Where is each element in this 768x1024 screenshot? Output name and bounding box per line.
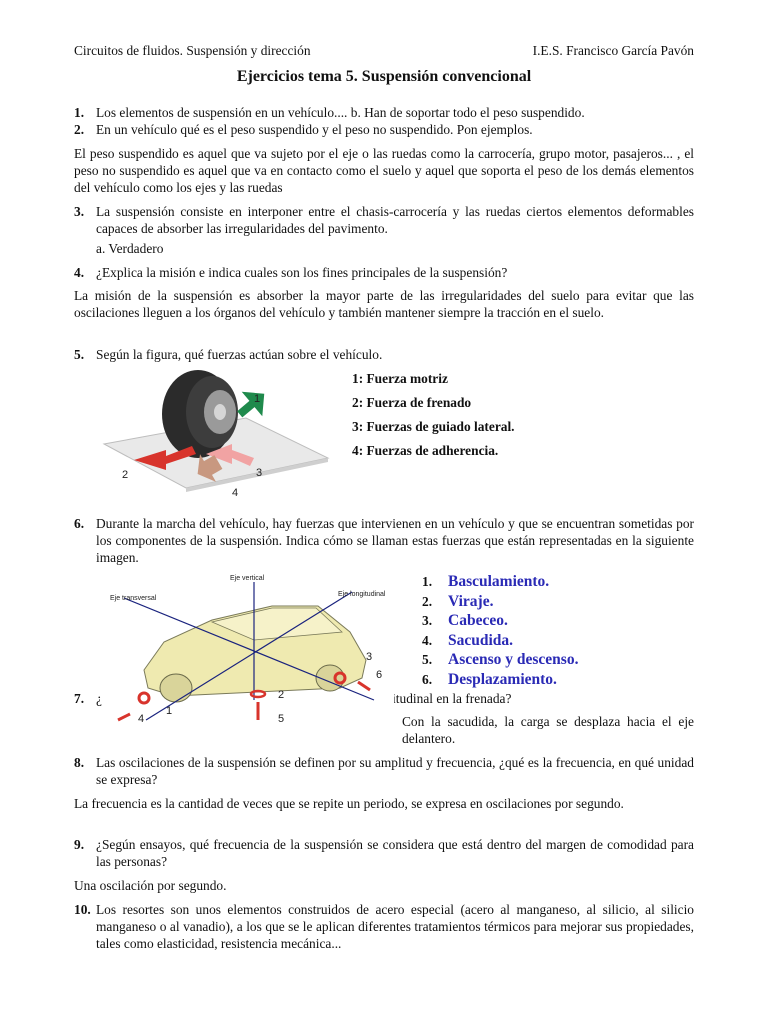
motion-item [422,650,578,670]
motion-item-number: 2. [422,593,433,609]
motion-marker-1 [139,693,149,703]
question-3 [74,203,694,237]
motion-number-2: 2 [278,689,285,701]
figure-label-2: 2 [122,469,129,481]
force-item: 2: Fuerza de frenado [352,395,472,410]
answer-9: Una oscilación por segundo. [74,878,227,893]
question-number: 6. [74,516,85,531]
figure-label-1: 1 [254,393,261,405]
motion-item-label: Sacudida. [448,631,514,649]
question-text: La suspensión consiste en interponer entre el chasis-carrocería y las ruedas ciertos elementos deformables capaces de absorber las irregularidades del pavimento. [96,204,694,236]
motion-number-1: 1 [166,705,173,717]
question-5 [74,346,694,363]
motion-item-number: 1. [422,574,433,589]
figure-label-4: 4 [232,487,239,499]
motion-item-label: Viraje. [448,592,494,610]
question-1 [74,104,694,121]
answer-8: La frecuencia es la cantidad de veces que se repite un periodo, se expresa en oscilaciones por segundo. [74,796,624,811]
motion-item [422,592,578,612]
question-text: ¿Explica la misión e indica cuales son los fines principales de la suspensión? [96,265,508,280]
motion-item [422,572,578,592]
motion-item-number: 5. [422,652,433,667]
question-number: 9. [74,837,85,852]
question-text: Durante la marcha del vehículo, hay fuerzas que intervienen en un vehículo y que se encuentran sometidas por los componentes de la suspensión. Indica cómo se llaman estas fuerzas que están representadas en la siguiente imagen. [96,516,694,565]
force-item: 4: Fuerzas de adherencia. [352,443,499,458]
question-8 [74,754,694,788]
question-7-number: 7. [74,691,85,706]
question-number: 1. [74,105,85,120]
question-7-end: ongitudinal en la frenada? [372,691,512,706]
answer-3: a. Verdadero [96,241,164,256]
header-left: Circuitos de fluidos. Suspensión y dirección [74,43,311,58]
motion-item-label: Cabeceo. [448,612,508,629]
axis-label-longitudinal: Eje longitudinal [338,591,386,598]
motion-number-6: 6 [376,669,383,681]
question-10 [74,901,694,952]
motion-item-label: Desplazamiento. [448,670,557,688]
question-number: 10. [74,902,91,917]
motion-marker-2 [251,691,265,697]
header-right: I.E.S. Francisco García Pavón [532,43,694,58]
question-number: 2. [74,122,85,137]
axis-label-transversal: Eje transversal [110,595,157,602]
front-wheel [160,674,192,702]
axis-label-vertical: Eje vertical [230,575,265,582]
motion-marker-6 [358,682,370,690]
wheel-hub [214,404,226,420]
figure-label-3: 3 [256,467,263,479]
question-4 [74,264,694,281]
motion-item [422,670,578,690]
motion-number-5: 5 [278,713,285,725]
motion-item-number: 4. [422,632,433,648]
motion-number-3: 3 [366,651,373,663]
motions-list [422,572,578,689]
forces-list [352,370,515,466]
motion-item-label: Ascenso y descenso. [448,651,579,668]
answer-2: El peso suspendido es aquel que va sujeto por el eje o las ruedas como la carrocería, grupo motor, pasajeros... , el peso no suspendido es aquel que va en contacto como el suelo y aquel que soporta el peso de los demás elementos del vehículo como los ejes y las ruedas [74,146,694,195]
question-number: 5. [74,347,85,362]
motion-item [422,611,578,631]
tyre-forces-figure [96,366,336,506]
question-text: Los elementos de suspensión en un vehículo.... b. Han de soportar todo el peso suspendido. [96,105,585,120]
force-item: 3: Fuerzas de guiado lateral. [352,419,515,434]
motion-item-number: 6. [422,671,433,687]
question-text: En un vehículo qué es el peso suspendido y el peso no suspendido. Pon ejemplos. [96,122,533,137]
question-number: 4. [74,265,85,280]
motion-marker-4 [118,714,130,720]
question-number: 8. [74,755,85,770]
question-text: ¿Según ensayos, qué frecuencia de la suspensión se considera que está dentro del margen de comodidad para las personas? [96,837,694,869]
motion-item [422,631,578,651]
motion-number-4: 4 [138,713,145,725]
motion-item-label: Basculamiento. [448,573,550,590]
question-9 [74,836,694,870]
question-text: Según la figura, qué fuerzas actúan sobre el vehículo. [96,347,383,362]
question-text: Las oscilaciones de la suspensión se definen por su amplitud y frecuencia, ¿qué es la frecuencia, en qué unidad se expresa? [96,755,694,787]
page-title: Ejercicios tema 5. Suspensión convencional [236,68,532,85]
answer-7: Con la sacudida, la carga se desplaza hacia el eje delantero. [402,714,694,746]
question-text: Los resortes son unos elementos construidos de acero especial (acero al manganeso, al silicio, al silicio manganeso o al vanadio), a los que se le aplican diferentes tratamientos térmicos para mejorar sus propiedades, tales como elasticidad, resistencia mecánica... [96,902,694,951]
question-2 [74,121,694,138]
answer-4: La misión de la suspensión es absorber la mayor parte de las irregularidades del suelo para evitar que las oscilaciones lleguen a los órganos del vehículo y también mantener siempre la tracción en el suelo. [74,288,694,320]
question-6 [74,515,694,566]
car-axes-figure [104,570,394,728]
question-7-start: ¿ [96,691,102,706]
force-item: 1: Fuerza motriz [352,371,448,386]
question-number: 3. [74,204,85,219]
motion-item-number: 3. [422,613,433,628]
